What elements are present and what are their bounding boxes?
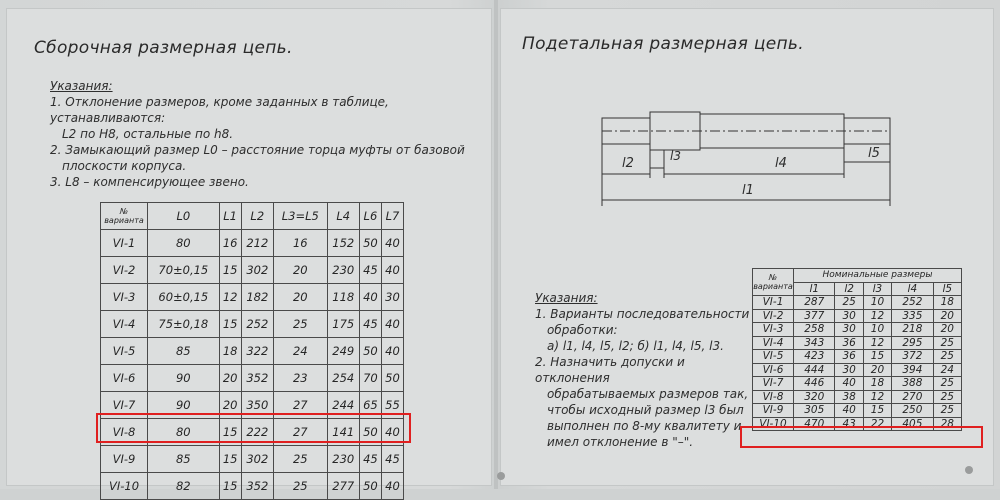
table-cell: 40 — [381, 419, 403, 446]
left-note-line: плоскости корпуса. — [62, 159, 187, 173]
table-cell: 27 — [273, 419, 327, 446]
table-cell: 295 — [892, 336, 933, 350]
table-cell: 40 — [381, 257, 403, 284]
table-cell: 40 — [835, 377, 863, 391]
table-cell: 75±0,18 — [148, 311, 220, 338]
table-row — [753, 404, 962, 418]
table-cell: 20 — [933, 309, 961, 323]
assembly-chain-table — [100, 202, 404, 500]
table-cell: 25 — [273, 473, 327, 500]
table-cell: 244 — [327, 392, 359, 419]
table-cell: VI-3 — [101, 284, 148, 311]
table-cell: 15 — [863, 350, 891, 364]
table-cell: 320 — [794, 390, 835, 404]
table-cell: VI-5 — [101, 338, 148, 365]
table-row — [101, 311, 404, 338]
table-cell: 302 — [241, 257, 273, 284]
dim-label-l4: l4 — [775, 156, 787, 171]
table-cell: 85 — [148, 446, 220, 473]
table-row — [753, 350, 962, 364]
table-row — [101, 230, 404, 257]
table-row — [753, 390, 962, 404]
table-cell: 141 — [327, 419, 359, 446]
table-cell: VI-1 — [753, 296, 794, 310]
table-header-cell: l5 — [933, 282, 961, 296]
table-cell: 50 — [381, 365, 403, 392]
table-cell: VI-5 — [753, 350, 794, 364]
table-cell: 352 — [241, 473, 273, 500]
table-row — [101, 473, 404, 500]
right-note-line: 2. Назначить допуски и отклонения — [535, 355, 685, 385]
table-cell: 40 — [381, 311, 403, 338]
dim-label-l1: l1 — [742, 183, 754, 198]
left-note-line: 1. Отклонение размеров, кроме заданных в таблице, устанавливаются: — [50, 95, 389, 125]
table-cell: 45 — [359, 311, 381, 338]
table-cell: 18 — [933, 296, 961, 310]
screw-icon — [965, 466, 973, 474]
table-header-cell: № варианта — [753, 269, 794, 296]
table-cell: 15 — [219, 473, 241, 500]
table-cell: 45 — [381, 446, 403, 473]
table-cell: 394 — [892, 363, 933, 377]
table-cell: 222 — [241, 419, 273, 446]
table-header-cell: l4 — [892, 282, 933, 296]
table-cell: VI-2 — [101, 257, 148, 284]
left-notes-heading: Указания: — [50, 79, 113, 93]
table-cell: 40 — [381, 338, 403, 365]
table-header-cell: l3 — [863, 282, 891, 296]
table-cell: 36 — [835, 350, 863, 364]
table-cell: 12 — [863, 390, 891, 404]
table-cell: VI-8 — [753, 390, 794, 404]
right-note-line: чтобы исходный размер l3 был — [547, 403, 744, 417]
table-cell: 30 — [835, 363, 863, 377]
table-cell: 23 — [273, 365, 327, 392]
table-row — [101, 446, 404, 473]
table-cell: VI-3 — [753, 323, 794, 337]
right-note-line: а) l1, l4, l5, l2; б) l1, l4, l5, l3. — [547, 339, 724, 353]
left-title: Сборочная размерная цепь. — [34, 38, 293, 58]
table-header-cell: l2 — [835, 282, 863, 296]
table-cell: 277 — [327, 473, 359, 500]
table-cell: 90 — [148, 365, 220, 392]
table-cell: 30 — [835, 309, 863, 323]
table-cell: 22 — [863, 417, 891, 431]
table-cell: 25 — [933, 377, 961, 391]
table-cell: 60±0,15 — [148, 284, 220, 311]
table-cell: 25 — [933, 350, 961, 364]
table-cell: VI-7 — [101, 392, 148, 419]
table-cell: 40 — [359, 284, 381, 311]
table-group-header: Номинальные размеры — [794, 269, 962, 283]
table-row — [101, 338, 404, 365]
table-cell: 30 — [835, 323, 863, 337]
right-note-line: обработки: — [547, 323, 618, 337]
table-row — [101, 257, 404, 284]
part-chain-table — [752, 268, 962, 431]
table-cell: VI-7 — [753, 377, 794, 391]
right-note-line: выполнен по 8-му квалитету и — [547, 419, 742, 433]
table-cell: 18 — [219, 338, 241, 365]
right-note-line: 1. Варианты последовательности — [535, 307, 750, 321]
table-cell: 40 — [835, 404, 863, 418]
table-row — [101, 284, 404, 311]
table-cell: 16 — [219, 230, 241, 257]
right-title: Подетальная размерная цепь. — [522, 34, 804, 54]
table-cell: 250 — [892, 404, 933, 418]
table-cell: 343 — [794, 336, 835, 350]
table-cell: 25 — [835, 296, 863, 310]
highlight-row-box — [740, 426, 983, 448]
table-cell: 38 — [835, 390, 863, 404]
table-header-cell: L4 — [327, 203, 359, 230]
table-row — [753, 323, 962, 337]
table-cell: 218 — [892, 323, 933, 337]
table-cell: 70±0,15 — [148, 257, 220, 284]
table-cell: 252 — [892, 296, 933, 310]
right-note-line: обрабатываемых размеров так, — [547, 387, 749, 401]
right-note-line: имел отклонение в "–". — [547, 435, 694, 449]
table-cell: 118 — [327, 284, 359, 311]
table-cell: 24 — [273, 338, 327, 365]
table-cell: 40 — [381, 473, 403, 500]
table-cell: 405 — [892, 417, 933, 431]
table-cell: 15 — [863, 404, 891, 418]
table-cell: 230 — [327, 446, 359, 473]
table-cell: 36 — [835, 336, 863, 350]
dim-label-l5: l5 — [868, 146, 880, 161]
table-cell: 25 — [273, 446, 327, 473]
table-cell: 25 — [933, 336, 961, 350]
highlight-row-box — [96, 413, 411, 443]
table-row — [101, 365, 404, 392]
table-cell: 27 — [273, 392, 327, 419]
table-cell: 352 — [241, 365, 273, 392]
table-cell: 12 — [863, 309, 891, 323]
table-cell: 270 — [892, 390, 933, 404]
table-header-cell: № варианта — [101, 203, 148, 230]
table-cell: 20 — [219, 365, 241, 392]
table-cell: 446 — [794, 377, 835, 391]
table-cell: 20 — [933, 323, 961, 337]
table-row — [753, 363, 962, 377]
table-cell: 372 — [892, 350, 933, 364]
table-cell: 254 — [327, 365, 359, 392]
table-header-cell: L1 — [219, 203, 241, 230]
table-cell: 20 — [219, 392, 241, 419]
table-cell: 152 — [327, 230, 359, 257]
table-cell: 16 — [273, 230, 327, 257]
table-cell: 50 — [359, 473, 381, 500]
table-cell: VI-9 — [101, 446, 148, 473]
table-cell: 80 — [148, 419, 220, 446]
table-cell: 423 — [794, 350, 835, 364]
left-note-line: L2 по H8, остальные по h8. — [62, 127, 234, 141]
table-cell: VI-10 — [753, 417, 794, 431]
table-cell: 20 — [273, 284, 327, 311]
table-row — [753, 377, 962, 391]
table-cell: 444 — [794, 363, 835, 377]
table-cell: 15 — [219, 311, 241, 338]
table-cell: 377 — [794, 309, 835, 323]
table-cell: VI-10 — [101, 473, 148, 500]
table-cell: VI-2 — [753, 309, 794, 323]
table-row — [753, 309, 962, 323]
table-cell: 15 — [219, 257, 241, 284]
table-cell: 45 — [359, 257, 381, 284]
table-cell: 50 — [359, 419, 381, 446]
table-cell: 40 — [381, 230, 403, 257]
left-notes — [50, 78, 490, 190]
table-cell: VI-4 — [101, 311, 148, 338]
table-cell: 230 — [327, 257, 359, 284]
table-cell: 258 — [794, 323, 835, 337]
table-cell: VI-6 — [101, 365, 148, 392]
left-note-line: 3. L8 – компенсирующее звено. — [50, 175, 249, 189]
table-cell: 12 — [219, 284, 241, 311]
table-header-cell: l1 — [794, 282, 835, 296]
table-cell: 252 — [241, 311, 273, 338]
table-cell: 80 — [148, 230, 220, 257]
table-cell: 470 — [794, 417, 835, 431]
table-cell: 82 — [148, 473, 220, 500]
table-header-cell: L2 — [241, 203, 273, 230]
table-cell: VI-8 — [101, 419, 148, 446]
table-cell: 25 — [933, 404, 961, 418]
table-cell: 15 — [219, 446, 241, 473]
table-cell: 65 — [359, 392, 381, 419]
table-cell: 10 — [863, 296, 891, 310]
table-cell: 43 — [835, 417, 863, 431]
table-cell: 182 — [241, 284, 273, 311]
table-cell: 175 — [327, 311, 359, 338]
table-cell: VI-1 — [101, 230, 148, 257]
screw-icon — [497, 472, 505, 480]
table-header-cell: L7 — [381, 203, 403, 230]
table-cell: 25 — [933, 390, 961, 404]
table-header-cell: L6 — [359, 203, 381, 230]
table-row — [753, 296, 962, 310]
table-cell: 12 — [863, 336, 891, 350]
panel-seam — [494, 0, 498, 489]
dim-label-l3: l3 — [670, 149, 681, 163]
table-cell: 25 — [273, 311, 327, 338]
table-cell: 388 — [892, 377, 933, 391]
right-notes-heading: Указания: — [535, 291, 598, 305]
table-cell: 50 — [359, 338, 381, 365]
table-row — [753, 336, 962, 350]
table-cell: 350 — [241, 392, 273, 419]
table-cell: 20 — [273, 257, 327, 284]
dim-label-l2: l2 — [622, 156, 634, 171]
table-cell: 45 — [359, 446, 381, 473]
table-cell: 212 — [241, 230, 273, 257]
table-cell: 85 — [148, 338, 220, 365]
table-cell: 305 — [794, 404, 835, 418]
table-cell: 28 — [933, 417, 961, 431]
table-cell: 24 — [933, 363, 961, 377]
table-cell: 322 — [241, 338, 273, 365]
table-cell: 249 — [327, 338, 359, 365]
table-header-cell: L3=L5 — [273, 203, 327, 230]
table-header-cell: L0 — [148, 203, 220, 230]
table-cell: 18 — [863, 377, 891, 391]
table-cell: 335 — [892, 309, 933, 323]
table-cell: 10 — [863, 323, 891, 337]
table-cell: 15 — [219, 419, 241, 446]
left-note-line: 2. Замыкающий размер L0 – расстояние торца муфты от базовой — [50, 143, 465, 157]
right-notes — [535, 290, 750, 450]
table-cell: 55 — [381, 392, 403, 419]
table-cell: VI-6 — [753, 363, 794, 377]
table-cell: 70 — [359, 365, 381, 392]
table-cell: 50 — [359, 230, 381, 257]
table-cell: VI-9 — [753, 404, 794, 418]
table-cell: 302 — [241, 446, 273, 473]
table-cell: 30 — [381, 284, 403, 311]
table-cell: 20 — [863, 363, 891, 377]
table-cell: VI-4 — [753, 336, 794, 350]
table-cell: 287 — [794, 296, 835, 310]
table-cell: 90 — [148, 392, 220, 419]
